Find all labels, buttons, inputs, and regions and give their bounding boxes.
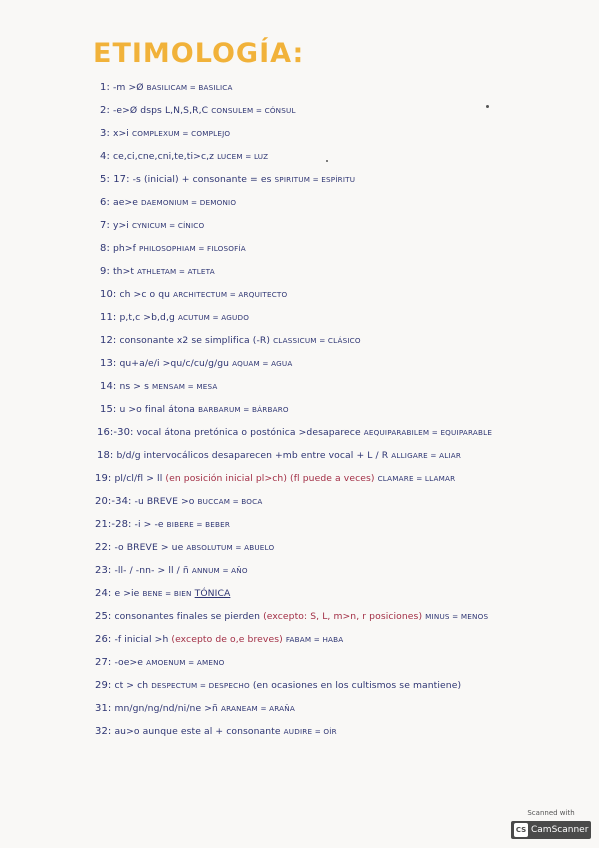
- rule-number: 32:: [95, 726, 112, 737]
- rule-number: 4:: [100, 151, 110, 162]
- rule-row: [100, 105, 296, 116]
- rule-row: [100, 243, 246, 254]
- rule-row: [97, 427, 492, 438]
- rule-example: CONSULEM = CÓNSUL: [211, 106, 296, 115]
- page-title: ETIMOLOGÍA:: [93, 38, 305, 69]
- rule-number: 11:: [100, 312, 117, 323]
- rule-row: [95, 703, 295, 714]
- rule-example: CYNICUM = CÍNICO: [132, 221, 205, 230]
- rule-row: [100, 220, 204, 231]
- rule-exception: (excepto: S, L, m>n, r posiciones): [263, 611, 423, 622]
- rule-example: AMOENUM = AMENO: [146, 658, 225, 667]
- rule-number: 25:: [95, 611, 112, 622]
- rule-row: [100, 404, 289, 415]
- rule-text: vocal átona pretónica o postónica >desaparece: [136, 427, 361, 438]
- rule-row: [95, 542, 274, 553]
- rule-number: 1:: [100, 82, 110, 93]
- rule-note: aunque este al + consonante: [142, 726, 281, 737]
- rule-row: [95, 496, 262, 507]
- rule-example: ABSOLUTUM = ABUELO: [186, 543, 275, 552]
- rule-text: -s (inicial) + consonante = es: [132, 174, 272, 185]
- rule-number: 21:-28:: [95, 519, 132, 530]
- rule-example: ACUTUM = AGUDO: [177, 313, 250, 322]
- rule-text: au>o: [114, 726, 140, 737]
- rule-text: p,t,c >b,d,g: [119, 312, 175, 323]
- rule-number: 10:: [100, 289, 117, 300]
- rule-example: BIBERE = BEBER: [166, 520, 231, 529]
- rule-number: 24:: [95, 588, 112, 599]
- rule-number: 5: 17:: [100, 174, 130, 185]
- rule-example: LUCEM = LUZ: [217, 152, 269, 161]
- rule-text: ae>e: [112, 197, 139, 208]
- rule-row: [95, 634, 343, 645]
- rule-row: [95, 473, 455, 484]
- rule-exception: (en posición inicial pl>ch) (fl puede a veces): [165, 473, 375, 484]
- rule-text: th>t: [112, 266, 135, 277]
- rule-row: [95, 588, 230, 599]
- rule-row: [100, 128, 230, 139]
- rule-text: -i > -e: [134, 519, 164, 530]
- rule-example: MENSAM = MESA: [152, 382, 218, 391]
- rule-text: -u BREVE >o: [134, 496, 195, 507]
- rule-text: -e>Ø dsps L,N,S,R,C: [112, 105, 209, 116]
- camscanner-watermark: [511, 807, 591, 843]
- rule-text: -oe>e: [114, 657, 144, 668]
- rule-number: 2:: [100, 105, 110, 116]
- rule-row: [95, 680, 461, 691]
- rule-text: b/d/g intervocálicos desaparecen +mb entre vocal + L / R: [116, 450, 389, 461]
- rule-note: (en ocasiones en los cultismos se mantiene): [252, 680, 462, 691]
- rule-row: [100, 151, 268, 162]
- rule-text: -f inicial >h: [114, 634, 169, 645]
- rule-number: 6:: [100, 197, 110, 208]
- rule-example: SPIRITUM = ESPÍRITU: [274, 175, 356, 184]
- rule-text: -o BREVE > ue: [114, 542, 184, 553]
- rule-example: FABAM = HABA: [285, 635, 344, 644]
- rule-example: CLASSICUM = CLÁSICO: [273, 336, 361, 345]
- rule-text: ce,ci,cne,cni,te,ti>c,z: [112, 151, 215, 162]
- rule-example: ANNUM = AÑO: [191, 566, 248, 575]
- rule-example: AEQUIPARABILEM = EQUIPARABLE: [363, 428, 493, 437]
- rule-number: 18:: [97, 450, 114, 461]
- rule-number: 14:: [100, 381, 117, 392]
- rule-text: ct > ch: [114, 680, 149, 691]
- rule-number: 27:: [95, 657, 112, 668]
- rule-row: [100, 335, 361, 346]
- rule-text: consonante x2 se simplifica (-R): [119, 335, 271, 346]
- rule-text: mn/gn/ng/nd/ni/ne >ñ: [114, 703, 218, 714]
- rule-number: 7:: [100, 220, 110, 231]
- rule-emphasis: TÓNICA: [194, 588, 231, 599]
- rule-number: 16:-30:: [97, 427, 134, 438]
- rule-number: 23:: [95, 565, 112, 576]
- rule-row: [100, 312, 249, 323]
- rule-example: ALLIGARE = ALIAR: [391, 451, 462, 460]
- rule-row: [95, 519, 230, 530]
- rule-row: [100, 358, 292, 369]
- rule-row: [95, 565, 248, 576]
- rule-row: [97, 450, 461, 461]
- rule-row: [95, 726, 337, 737]
- rule-number: 13:: [100, 358, 117, 369]
- rule-number: 8:: [100, 243, 110, 254]
- rule-example: MINUS = MENOS: [425, 612, 489, 621]
- rule-row: [100, 289, 287, 300]
- pen-dot: [326, 160, 328, 162]
- rule-number: 29:: [95, 680, 112, 691]
- rule-number: 3:: [100, 128, 110, 139]
- rule-row: [100, 174, 355, 185]
- rule-exception: (excepto de o,e breves): [171, 634, 283, 645]
- rule-text: ch >c o qu: [119, 289, 171, 300]
- rule-number: 22:: [95, 542, 112, 553]
- rule-row: [95, 611, 488, 622]
- rule-example: AQUAM = AGUA: [232, 359, 293, 368]
- rule-row: [100, 381, 218, 392]
- rule-text: -m >Ø: [112, 82, 144, 93]
- rule-row: [95, 657, 225, 668]
- rule-example: DESPECTUM = DESPECHO: [151, 681, 250, 690]
- rule-text: u >o final átona: [119, 404, 196, 415]
- rule-example: BASILICAM = BASILICA: [146, 83, 233, 92]
- rule-example: AUDIRE = OÍR: [283, 727, 337, 736]
- rule-row: [100, 82, 233, 93]
- rule-text: e >ie: [114, 588, 140, 599]
- scanned-with-caption: Scanned with: [527, 809, 575, 817]
- rule-text: ph>f: [112, 243, 136, 254]
- rule-text: x>i: [112, 128, 129, 139]
- rule-example: ARANEAM = ARAÑA: [220, 704, 295, 713]
- rule-number: 12:: [100, 335, 117, 346]
- rule-text: qu+a/e/i >qu/c/cu/g/gu: [119, 358, 230, 369]
- rule-number: 9:: [100, 266, 110, 277]
- rule-row: [100, 266, 215, 277]
- rule-text: ns > s: [119, 381, 149, 392]
- rule-example: BUCCAM = BOCA: [197, 497, 263, 506]
- rule-example: ARCHITECTUM = ARQUITECTO: [173, 290, 288, 299]
- rule-example: BARBARUM = BÁRBARO: [198, 405, 289, 414]
- rule-text: -ll- / -nn- > ll / ñ: [114, 565, 189, 576]
- rule-example: BENE = BIEN: [142, 589, 192, 598]
- rule-example: PHILOSOPHIAM = FILOSOFÍA: [139, 244, 246, 253]
- rule-example: ATHLETAM = ATLETA: [137, 267, 215, 276]
- camscanner-brand: CamScanner: [531, 825, 589, 835]
- rule-number: 19:: [95, 473, 112, 484]
- rule-number: 15:: [100, 404, 117, 415]
- rule-row: [100, 197, 236, 208]
- camscanner-icon: CS: [514, 823, 528, 837]
- rule-example: DAEMONIUM = DEMONIO: [141, 198, 237, 207]
- rule-number: 20:-34:: [95, 496, 132, 507]
- pen-dot: [486, 105, 489, 108]
- rule-number: 26:: [95, 634, 112, 645]
- rule-number: 31:: [95, 703, 112, 714]
- rule-text: pl/cl/fl > ll: [114, 473, 163, 484]
- rule-example: CLAMARE = LLAMAR: [377, 474, 456, 483]
- rule-text: y>i: [112, 220, 129, 231]
- rule-text: consonantes finales se pierden: [114, 611, 261, 622]
- camscanner-logo: [511, 821, 591, 839]
- rule-example: COMPLEXUM = COMPLEJO: [132, 129, 231, 138]
